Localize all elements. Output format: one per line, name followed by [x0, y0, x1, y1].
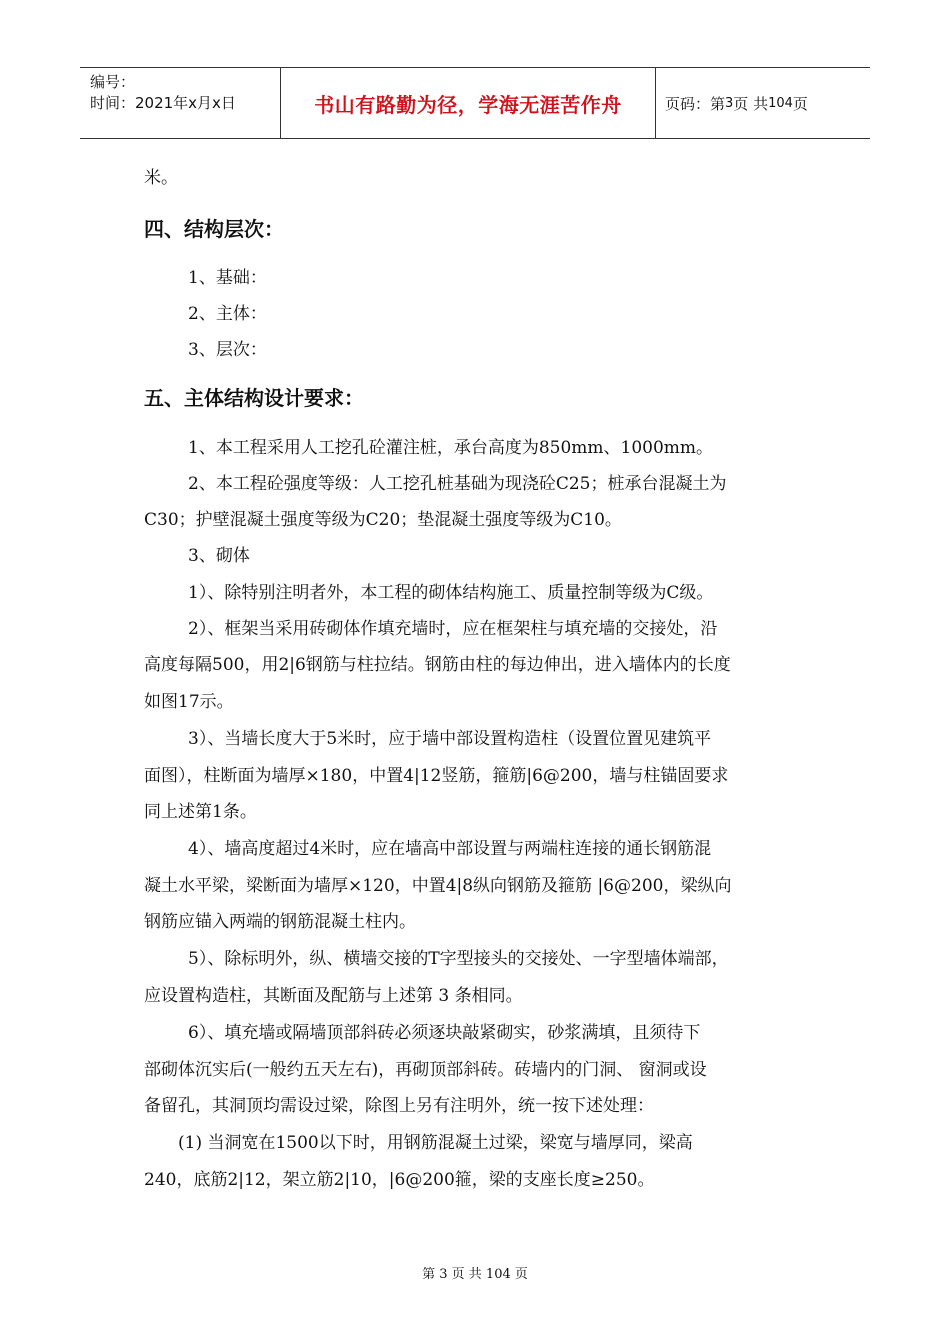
paragraph-line: C30；护壁混凝土强度等级为C20；垫混凝土强度等级为C10。 — [144, 510, 622, 530]
page-label: 页码：第 — [665, 94, 726, 113]
paragraph-line: 凝土水平梁，梁断面为墙厚×120，中置4|8纵向钢筋及箍筋 |6@200，梁纵向 — [144, 876, 732, 896]
paragraph-line: 同上述第1条。 — [144, 802, 257, 822]
list-item: 3、层次： — [188, 340, 267, 360]
page-footer: 第 3 页 共 104 页 — [422, 1267, 528, 1282]
paragraph-line: 备留孔，其洞顶均需设过梁，除图上另有注明外，统一按下述处理： — [144, 1096, 654, 1116]
header-page-info — [665, 68, 808, 138]
paragraph-line: 高度每隔500，用2|6钢筋与柱拉结。钢筋由柱的每边伸出，进入墙体内的长度 — [144, 655, 731, 675]
list-item: 1、基础： — [188, 268, 267, 288]
paragraph-line: 240，底筋2|12，架立筋2|10，|6@200箍，梁的支座长度≥250。 — [144, 1170, 655, 1190]
list-item: 2、主体： — [188, 304, 267, 324]
paragraph-line: 1、本工程采用人工挖孔砼灌注桩，承台高度为850mm、1000mm。 — [188, 438, 714, 458]
paragraph-line: 2）、框架当采用砖砌体作填充墙时，应在框架柱与填充墙的交接处，沿 — [188, 619, 718, 639]
header-divider-1 — [280, 68, 281, 138]
page-header — [80, 67, 870, 139]
paragraph-line: 部砌体沉实后(一般约五天左右)，再砌顶部斜砖。砖墙内的门洞、 窗洞或设 — [144, 1060, 707, 1080]
paragraph-line: 应设置构造柱，其断面及配筋与上述第 3 条相同。 — [144, 986, 523, 1006]
header-motto: 书山有路勤为径，学海无涯苦作舟 — [314, 92, 622, 117]
document-date: 时间：2021年x月x日 — [90, 94, 236, 112]
page-current: 3 — [725, 95, 734, 111]
header-divider-2 — [655, 68, 656, 138]
paragraph-line: 钢筋应锚入两端的钢筋混凝土柱内。 — [144, 912, 416, 932]
section-heading-5: 五、主体结构设计要求： — [144, 386, 364, 410]
section-heading-4: 四、结构层次： — [144, 217, 284, 241]
paragraph-line: 6）、填充墙或隔墙顶部斜砖必须逐块敲紧砌实，砂浆满填，且须待下 — [188, 1023, 701, 1043]
page-end: 页 — [792, 94, 808, 113]
paragraph-line: 3、砌体 — [188, 546, 250, 566]
paragraph-line: 如图17示。 — [144, 692, 234, 712]
paragraph-line: 3）、当墙长度大于5米时，应于墙中部设置构造柱（设置位置见建筑平 — [188, 729, 712, 749]
paragraph-line: 1）、除特别注明者外，本工程的砌体结构施工、质量控制等级为C级。 — [188, 583, 714, 603]
header-meta — [90, 72, 280, 114]
page-mid: 页 共 — [733, 94, 769, 113]
text-line: 米。 — [144, 168, 178, 188]
document-number: 编号： — [90, 73, 136, 91]
paragraph-line: (1) 当洞宽在1500以下时，用钢筋混凝土过梁，梁宽与墙厚同，梁高 — [178, 1133, 693, 1153]
paragraph-line: 2、本工程砼强度等级：人工挖孔桩基础为现浇砼C25；桩承台混凝土为 — [188, 474, 727, 494]
paragraph-line: 5）、除标明外，纵、横墙交接的T字型接头的交接处、一字型墙体端部， — [188, 949, 729, 969]
page-total: 104 — [768, 95, 793, 111]
paragraph-line: 面图），柱断面为墙厚×180，中置4|12竖筋，箍筋|6@200，墙与柱锚固要求 — [144, 766, 729, 786]
paragraph-line: 4）、墙高度超过4米时，应在墙高中部设置与两端柱连接的通长钢筋混 — [188, 839, 712, 859]
